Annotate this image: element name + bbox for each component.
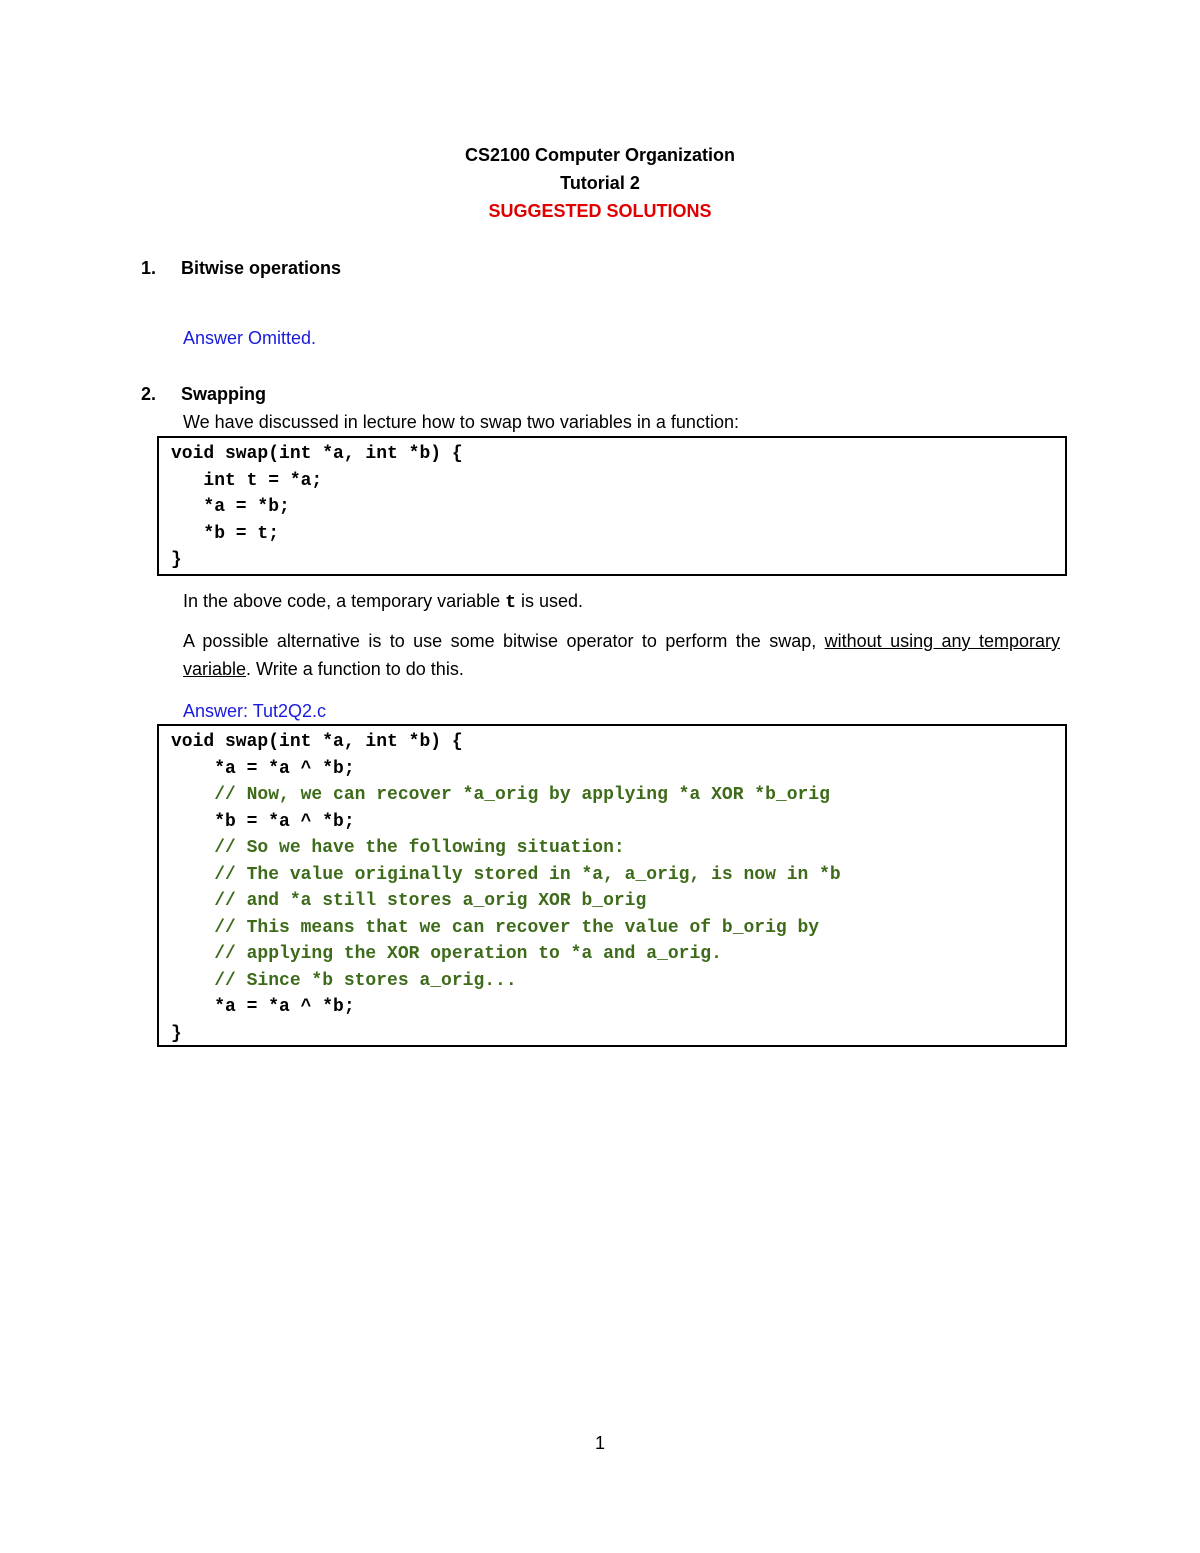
code-comment: // This means that we can recover the value of b_orig by [171, 917, 820, 938]
question-2-number: 2. [141, 384, 157, 404]
paragraph-alternative [183, 627, 1060, 683]
text: . Write a function to do this. [246, 659, 464, 679]
solutions-subtitle: SUGGESTED SOLUTIONS [488, 201, 712, 221]
underlined-text: without using any temporary variable [183, 631, 1060, 679]
code-comment: // Now, we can recover *a_orig by applying *a XOR *b_orig [171, 785, 830, 805]
code-line: void swap(int *a, int *b) { [171, 444, 463, 464]
code-line: } [171, 550, 182, 570]
question-1-answer: Answer Omitted. [183, 328, 317, 348]
code-line: *b = t; [171, 523, 280, 544]
text: is used. [516, 591, 584, 611]
page-number: 1 [594, 1433, 605, 1453]
code-comment: // applying the XOR operation to *a and a_orig. [171, 944, 722, 964]
paragraph-temp-variable [183, 587, 583, 617]
answer-label: Answer: Tut2Q2.c [183, 701, 327, 721]
code-line: *a = *b; [171, 497, 290, 517]
code-comment: // So we have the following situation: [171, 838, 625, 858]
text: In the above code, a temporary variable [183, 591, 506, 611]
code-block-original [157, 436, 1067, 576]
code-comment: // Since *b stores a_orig... [171, 970, 517, 991]
question-2-title: Swapping [181, 384, 266, 404]
code-line: *a = *a ^ *b; [171, 758, 355, 779]
code-comment: // The value originally stored in *a, a_orig, is now in *b [171, 864, 841, 885]
question-1-title: Bitwise operations [181, 258, 342, 278]
code-comment: // and *a still stores a_orig XOR b_orig [171, 891, 647, 911]
code-block-solution [157, 724, 1067, 1047]
course-title: CS2100 Computer Organization [464, 145, 736, 165]
code-line: *a = *a ^ *b; [171, 997, 355, 1017]
code-line: *b = *a ^ *b; [171, 811, 355, 832]
question-2-intro: We have discussed in lecture how to swap two variables in a function: [183, 412, 739, 432]
inline-code: t [505, 593, 517, 613]
tutorial-title: Tutorial 2 [560, 173, 640, 193]
code-line: void swap(int *a, int *b) { [171, 732, 463, 752]
code-line: } [171, 1023, 182, 1044]
text: A possible alternative is to use some bitwise operator to perform the swap, [183, 631, 825, 651]
question-1-number: 1. [141, 258, 157, 278]
code-line: int t = *a; [171, 470, 323, 491]
